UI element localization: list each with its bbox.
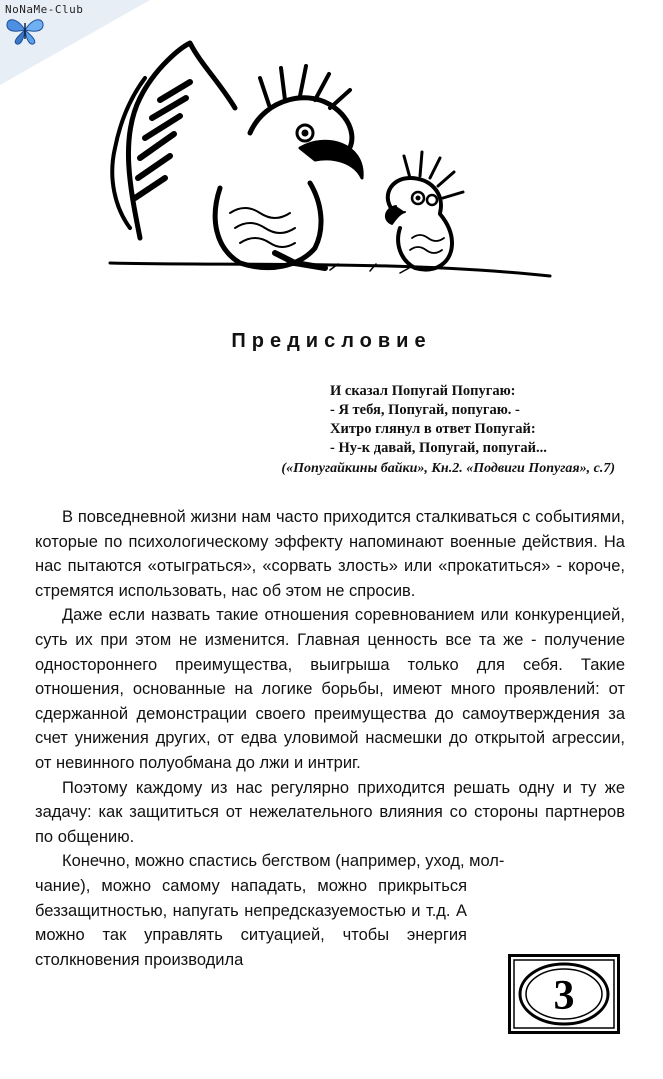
- paragraph-last-rest: чание), можно самому нападать, можно прикрыться беззащитностью, напугать непредсказуемостью и т.д. А можно так управлять ситуацией, чтобы энергия столкновения производила: [35, 876, 467, 969]
- body-text: [35, 505, 625, 972]
- epigraph-line: - Я тебя, Попугай, попугаю. -: [330, 402, 520, 418]
- paragraph-last-first-line: Конечно, можно спастись бегством (например, уход, мол-: [62, 852, 505, 871]
- epigraph-source: («Попугайкины байки», Кн.2. «Подвиги Попугая», с.7): [281, 461, 615, 476]
- page-number: 3: [553, 973, 575, 1019]
- page-title: Предисловие: [231, 330, 432, 352]
- epigraph-line: И сказал Попугай Попугаю:: [330, 383, 516, 399]
- paragraph: Поэтому каждому из нас регулярно приходится решать одну и ту же задачу: как защититься от нежелательного влияния со стороны партнеров по общению.: [35, 778, 625, 846]
- parrots-illustration: [100, 38, 560, 288]
- butterfly-icon: [4, 14, 46, 46]
- paragraph: В повседневной жизни нам часто приходится сталкиваться с событиями, которые по психологическому эффекту напоминают военные действия. На нас пытаются «отыграться», «сорвать злость» или «прокатиться» - короче, стремятся использовать, нас об этом не спросив.: [35, 508, 625, 600]
- epigraph-line: - Ну-к давай, Попугай, попугай...: [330, 440, 547, 456]
- epigraph-line: Хитро глянул в ответ Попугай:: [330, 421, 536, 437]
- watermark-text: NoNaMe-Club: [5, 3, 84, 16]
- epigraph: [330, 382, 547, 458]
- paragraph: Даже если назвать такие отношения соревнованием или конкуренцией, суть их при этом не изменится. Главная ценность все та же - получение одностороннего преимущества, выигрыша только для себя. Такие отношения, основанные на логике борьбы, имеют много проявлений: от сдержанной демонстрации своего преимущества до самоутверждения за счет унижения других, от едва уловимой насмешки до открытой агрессии, от невинного полуобмана до лжи и интриг.: [35, 606, 625, 772]
- page-number-badge: [508, 954, 620, 1034]
